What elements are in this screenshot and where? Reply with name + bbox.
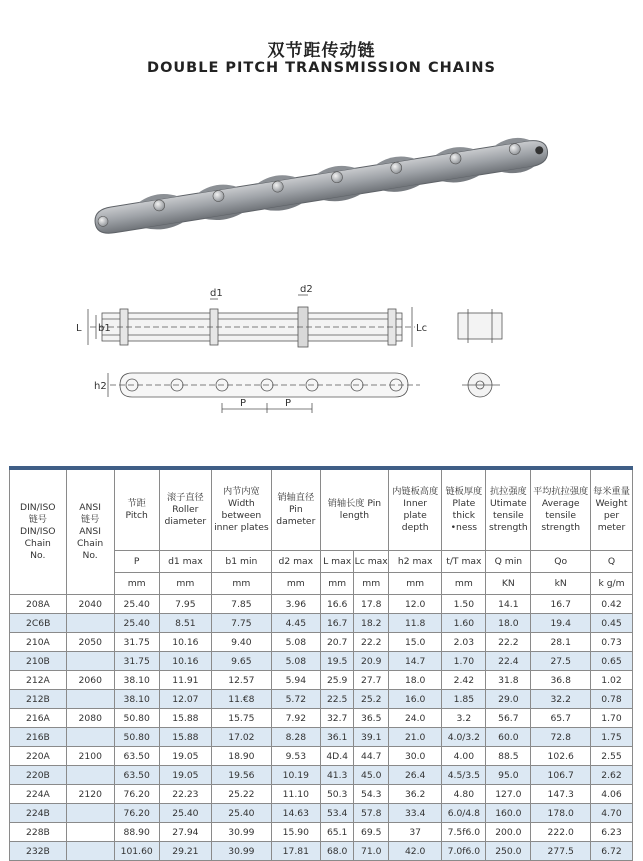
table-cell: 4.5/3.5 — [442, 766, 486, 785]
table-cell: 127.0 — [486, 785, 531, 804]
chain-technical-drawing — [70, 285, 540, 420]
table-cell — [66, 842, 114, 861]
table-cell: 37 — [388, 823, 441, 842]
col-header-din-iso: DIN/ISO 链号 DIN/ISO Chain No. — [10, 468, 67, 595]
col-header-roller-diameter: 滚子直径 Roller diameter — [159, 468, 211, 551]
table-cell: 88.5 — [486, 747, 531, 766]
table-row — [10, 766, 633, 785]
table-cell: 4.70 — [591, 804, 633, 823]
symbol-cell: Qo — [531, 551, 591, 573]
table-cell: 5.72 — [271, 690, 320, 709]
table-cell: 26.4 — [388, 766, 441, 785]
table-row — [10, 595, 633, 614]
table-cell: 25.22 — [212, 785, 272, 804]
unit-cell: mm — [271, 573, 320, 595]
table-cell: 224A — [10, 785, 67, 804]
table-cell: 10.16 — [159, 652, 211, 671]
col-header-pitch: 节距 Pitch — [114, 468, 159, 551]
col-header-plate-depth: 内链板高度 Inner plate depth — [388, 468, 441, 551]
table-cell: 25.2 — [354, 690, 389, 709]
table-cell: 1.02 — [591, 671, 633, 690]
table-cell: 18.0 — [486, 614, 531, 633]
table-cell: 17.8 — [354, 595, 389, 614]
table-cell: 0.73 — [591, 633, 633, 652]
unit-cell: kN — [531, 573, 591, 595]
table-cell — [66, 804, 114, 823]
table-cell: 76.20 — [114, 785, 159, 804]
table-cell: 160.0 — [486, 804, 531, 823]
unit-cell: mm — [114, 573, 159, 595]
table-cell: 72.8 — [531, 728, 591, 747]
table-cell — [66, 614, 114, 633]
table-cell: 11.8 — [388, 614, 441, 633]
table-cell: 65.1 — [320, 823, 354, 842]
table-cell: 44.7 — [354, 747, 389, 766]
table-cell: 4.45 — [271, 614, 320, 633]
table-cell: 8.28 — [271, 728, 320, 747]
table-row — [10, 652, 633, 671]
table-cell: 216A — [10, 709, 67, 728]
table-cell — [66, 652, 114, 671]
table-cell: 1.75 — [591, 728, 633, 747]
table-cell: 16.6 — [320, 595, 354, 614]
table-cell: 32.7 — [320, 709, 354, 728]
table-cell: 5.94 — [271, 671, 320, 690]
table-cell: 71.0 — [354, 842, 389, 861]
table-cell: 212B — [10, 690, 67, 709]
table-cell: 2040 — [66, 595, 114, 614]
table-cell: 4D.4 — [320, 747, 354, 766]
table-cell: 222.0 — [531, 823, 591, 842]
table-cell — [66, 728, 114, 747]
table-cell: 53.4 — [320, 804, 354, 823]
table-cell: 4.0/3.2 — [442, 728, 486, 747]
table-cell: 30.0 — [388, 747, 441, 766]
table-cell: 17.81 — [271, 842, 320, 861]
table-cell: 277.5 — [531, 842, 591, 861]
symbol-cell: h2 max — [388, 551, 441, 573]
table-cell: 2080 — [66, 709, 114, 728]
table-cell: 63.50 — [114, 747, 159, 766]
table-cell: 7.95 — [159, 595, 211, 614]
table-cell: 22.2 — [354, 633, 389, 652]
symbol-cell: Q min — [486, 551, 531, 573]
table-cell — [66, 690, 114, 709]
unit-cell: mm — [442, 573, 486, 595]
col-header-pin-diameter: 销轴直径 Pin dameter — [271, 468, 320, 551]
table-cell: 25.40 — [159, 804, 211, 823]
table-cell: 4.00 — [442, 747, 486, 766]
table-cell: 2.62 — [591, 766, 633, 785]
header-row — [10, 468, 633, 551]
table-cell: 36.1 — [320, 728, 354, 747]
symbol-cell: Q — [591, 551, 633, 573]
table-cell: 20.7 — [320, 633, 354, 652]
table-cell: 2060 — [66, 671, 114, 690]
table-cell: 14.7 — [388, 652, 441, 671]
table-cell: 2.03 — [442, 633, 486, 652]
table-cell: 50.80 — [114, 709, 159, 728]
table-cell: 27.7 — [354, 671, 389, 690]
table-cell: 16.0 — [388, 690, 441, 709]
table-cell: 38.10 — [114, 690, 159, 709]
table-cell: 18.2 — [354, 614, 389, 633]
label-pitch-2: P — [285, 398, 292, 409]
label-h2: h2 — [94, 381, 107, 392]
symbol-cell: d2 max — [271, 551, 320, 573]
table-cell: 224B — [10, 804, 67, 823]
table-cell: 19.05 — [159, 747, 211, 766]
table-cell: 102.6 — [531, 747, 591, 766]
table-cell: 7.92 — [271, 709, 320, 728]
table-cell: 0.42 — [591, 595, 633, 614]
symbol-cell: P — [114, 551, 159, 573]
unit-cell: k g/m — [591, 573, 633, 595]
table-cell: 41.3 — [320, 766, 354, 785]
table-cell: 45.0 — [354, 766, 389, 785]
table-cell: 36.5 — [354, 709, 389, 728]
symbol-cell: Lc max — [354, 551, 389, 573]
table-cell: 210A — [10, 633, 67, 652]
table-cell: 33.4 — [388, 804, 441, 823]
table-row — [10, 785, 633, 804]
table-cell: 0.78 — [591, 690, 633, 709]
table-cell: 1.60 — [442, 614, 486, 633]
table-cell: 38.10 — [114, 671, 159, 690]
table-cell: 11.10 — [271, 785, 320, 804]
table-cell: 9.65 — [212, 652, 272, 671]
table-cell: 27.5 — [531, 652, 591, 671]
table-cell: 25.40 — [114, 614, 159, 633]
table-cell: 6.23 — [591, 823, 633, 842]
table-cell: 178.0 — [531, 804, 591, 823]
table-row — [10, 633, 633, 652]
table-cell: 2.42 — [442, 671, 486, 690]
table-cell — [66, 766, 114, 785]
table-cell: 22.4 — [486, 652, 531, 671]
table-cell: 147.3 — [531, 785, 591, 804]
table-cell: 216B — [10, 728, 67, 747]
table-cell: 22.23 — [159, 785, 211, 804]
table-cell: 21.0 — [388, 728, 441, 747]
table-cell: 2100 — [66, 747, 114, 766]
table-cell: 31.75 — [114, 633, 159, 652]
table-cell: 1.50 — [442, 595, 486, 614]
table-row — [10, 709, 633, 728]
table-cell: 2.55 — [591, 747, 633, 766]
table-cell: 7.0f6.0 — [442, 842, 486, 861]
table-cell: 19.56 — [212, 766, 272, 785]
symbol-cell: b1 min — [212, 551, 272, 573]
table-cell: 1.70 — [442, 652, 486, 671]
symbol-cell: t/T max — [442, 551, 486, 573]
table-cell: 31.75 — [114, 652, 159, 671]
table-cell: 10.19 — [271, 766, 320, 785]
table-cell: 65.7 — [531, 709, 591, 728]
table-cell: 50.3 — [320, 785, 354, 804]
table-cell: 220B — [10, 766, 67, 785]
table-cell: 208A — [10, 595, 67, 614]
table-cell: 22.2 — [486, 633, 531, 652]
table-cell: 6.72 — [591, 842, 633, 861]
table-cell: 2120 — [66, 785, 114, 804]
label-L: L — [76, 323, 82, 334]
page-title-en: DOUBLE PITCH TRANSMISSION CHAINS — [147, 60, 496, 76]
table-cell: 232B — [10, 842, 67, 861]
table-cell: 1.70 — [591, 709, 633, 728]
table-cell: 27.94 — [159, 823, 211, 842]
table-cell: 17.02 — [212, 728, 272, 747]
table-cell: 12.0 — [388, 595, 441, 614]
table-cell: 16.7 — [320, 614, 354, 633]
table-cell: 57.8 — [354, 804, 389, 823]
table-cell: 29.21 — [159, 842, 211, 861]
spec-table — [9, 466, 633, 861]
table-cell: 9.40 — [212, 633, 272, 652]
col-header-inner-width: 内节内宽 Width between inner plates — [212, 468, 272, 551]
table-cell: 200.0 — [486, 823, 531, 842]
table-cell: 31.8 — [486, 671, 531, 690]
col-header-pin-length: 销轴长度 Pin length — [320, 468, 388, 551]
symbol-cell: L max — [320, 551, 354, 573]
table-cell: 0.65 — [591, 652, 633, 671]
chain-photo — [80, 130, 560, 240]
table-cell: 5.08 — [271, 652, 320, 671]
table-cell: 36.2 — [388, 785, 441, 804]
table-cell: 50.80 — [114, 728, 159, 747]
unit-cell: mm — [212, 573, 272, 595]
table-cell: 228B — [10, 823, 67, 842]
label-d2: d2 — [300, 285, 313, 295]
unit-cell: mm — [320, 573, 354, 595]
col-header-plate-thickness: 链板厚度 Plate thick •ness — [442, 468, 486, 551]
table-cell: 20.9 — [354, 652, 389, 671]
label-Lc: Lc — [416, 323, 428, 334]
table-cell: 39.1 — [354, 728, 389, 747]
table-cell: 11.91 — [159, 671, 211, 690]
table-cell: 9.53 — [271, 747, 320, 766]
table-cell: 210B — [10, 652, 67, 671]
table-row — [10, 842, 633, 861]
table-cell: 60.0 — [486, 728, 531, 747]
table-cell: 32.2 — [531, 690, 591, 709]
table-cell: 3.2 — [442, 709, 486, 728]
table-cell: 2C6B — [10, 614, 67, 633]
table-cell: 3.96 — [271, 595, 320, 614]
table-cell: 30.99 — [212, 842, 272, 861]
table-cell — [66, 823, 114, 842]
table-row — [10, 671, 633, 690]
table-cell: 25.40 — [212, 804, 272, 823]
table-cell: 7.85 — [212, 595, 272, 614]
table-row — [10, 823, 633, 842]
table-cell: 68.0 — [320, 842, 354, 861]
table-row — [10, 804, 633, 823]
unit-cell: mm — [159, 573, 211, 595]
table-cell: 5.08 — [271, 633, 320, 652]
unit-cell: KN — [486, 573, 531, 595]
table-cell: 250.0 — [486, 842, 531, 861]
table-cell: 88.90 — [114, 823, 159, 842]
table-cell: 212A — [10, 671, 67, 690]
table-cell: 15.88 — [159, 709, 211, 728]
table-cell: 76.20 — [114, 804, 159, 823]
table-cell: 15.0 — [388, 633, 441, 652]
table-cell: 11.€8 — [212, 690, 272, 709]
table-cell: 15.90 — [271, 823, 320, 842]
table-cell: 14.1 — [486, 595, 531, 614]
col-header-ultimate-strength: 抗拉强度 Utimate tensile strength — [486, 468, 531, 551]
table-cell: 12.57 — [212, 671, 272, 690]
table-cell: 14.63 — [271, 804, 320, 823]
table-cell: 24.0 — [388, 709, 441, 728]
table-cell: 12.07 — [159, 690, 211, 709]
table-cell: 95.0 — [486, 766, 531, 785]
table-cell: 4.80 — [442, 785, 486, 804]
table-cell: 36.8 — [531, 671, 591, 690]
table-cell: 4.06 — [591, 785, 633, 804]
table-cell: 220A — [10, 747, 67, 766]
table-cell: 22.5 — [320, 690, 354, 709]
table-cell: 29.0 — [486, 690, 531, 709]
table-cell: 19.05 — [159, 766, 211, 785]
unit-cell: mm — [354, 573, 389, 595]
table-cell: 19.5 — [320, 652, 354, 671]
table-cell: 42.0 — [388, 842, 441, 861]
table-cell: 0.45 — [591, 614, 633, 633]
table-cell: 69.5 — [354, 823, 389, 842]
table-cell: 19.4 — [531, 614, 591, 633]
table-cell: 8.51 — [159, 614, 211, 633]
col-header-average-strength: 平均抗拉强度 Average tensile strength — [531, 468, 591, 551]
table-cell: 30.99 — [212, 823, 272, 842]
page-title-cn: 双节距传动链 — [267, 41, 376, 61]
table-cell: 7.5f6.0 — [442, 823, 486, 842]
unit-cell: mm — [388, 573, 441, 595]
table-cell: 6.0/4.8 — [442, 804, 486, 823]
table-cell: 106.7 — [531, 766, 591, 785]
table-row — [10, 747, 633, 766]
table-row — [10, 614, 633, 633]
table-cell: 15.75 — [212, 709, 272, 728]
table-cell: 7.75 — [212, 614, 272, 633]
table-row — [10, 728, 633, 747]
table-row — [10, 690, 633, 709]
table-cell: 2050 — [66, 633, 114, 652]
table-cell: 56.7 — [486, 709, 531, 728]
table-cell: 25.40 — [114, 595, 159, 614]
table-cell: 25.9 — [320, 671, 354, 690]
table-cell: 101.60 — [114, 842, 159, 861]
table-cell: 18.90 — [212, 747, 272, 766]
col-header-weight: 每米重量 Weight per meter — [591, 468, 633, 551]
symbol-cell: d1 max — [159, 551, 211, 573]
table-cell: 10.16 — [159, 633, 211, 652]
table-cell: 54.3 — [354, 785, 389, 804]
label-pitch-1: P — [240, 398, 247, 409]
table-cell: 1.85 — [442, 690, 486, 709]
table-cell: 16.7 — [531, 595, 591, 614]
table-cell: 15.88 — [159, 728, 211, 747]
table-cell: 63.50 — [114, 766, 159, 785]
label-b1: b1 — [98, 323, 111, 334]
table-cell: 18.0 — [388, 671, 441, 690]
label-d1: d1 — [210, 288, 223, 299]
col-header-ansi: ANSI 链号 ANSI Chain No. — [66, 468, 114, 595]
table-cell: 28.1 — [531, 633, 591, 652]
